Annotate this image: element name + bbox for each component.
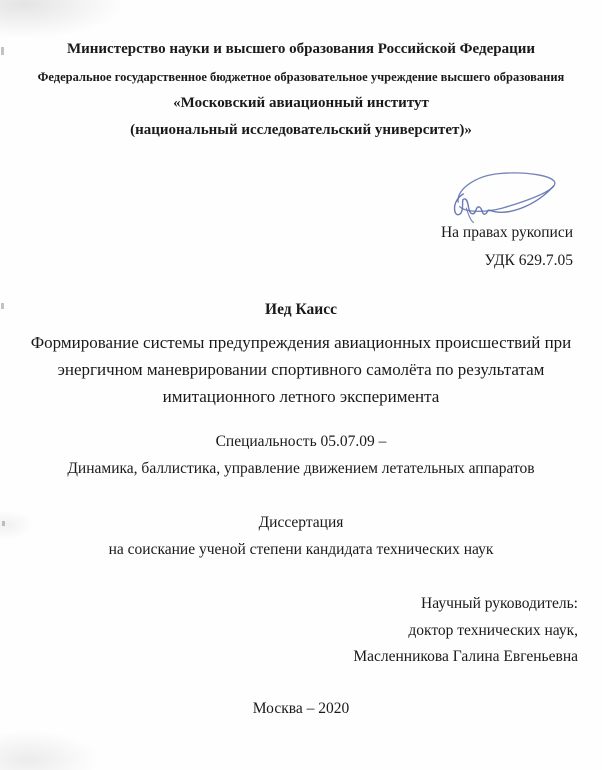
signature-stroke bbox=[455, 186, 554, 215]
degree-purpose: на соискание ученой степени кандидата технических наук bbox=[108, 541, 494, 558]
header-ministry: Министерство науки и высшего образования Российской Федерации bbox=[66, 41, 536, 57]
header-institution: Федеральное государственное бюджетное образовательное учреждение высшего образования bbox=[37, 70, 565, 84]
header-university-line-2: (национальный исследовательский университет)» bbox=[130, 122, 472, 138]
manuscript-rights-note: На правах рукописи bbox=[440, 224, 573, 241]
specialty-code: Специальность 05.07.09 – bbox=[215, 433, 387, 450]
scan-smudge-top-left bbox=[0, 0, 120, 37]
header-university-line-1: «Московский авиационный институт bbox=[173, 95, 429, 111]
signature-icon bbox=[446, 167, 566, 225]
supervisor-degree: доктор технических наук, bbox=[408, 622, 578, 639]
supervisor-label: Научный руководитель: bbox=[421, 595, 578, 612]
scan-smudge-bottom-left bbox=[0, 730, 100, 770]
author-name: Иед Каисс bbox=[265, 301, 337, 318]
dissertation-title: Формирование системы предупреждения авиационных происшествий при энергичном маневрировании спортивного самолёта по результатам имитационного летного эксперимента bbox=[30, 333, 572, 406]
supervisor-name: Масленникова Галина Евгеньевна bbox=[353, 648, 578, 665]
specialty-name: Динамика, баллистика, управление движением летательных аппаратов bbox=[67, 460, 535, 477]
city-year: Москва – 2020 bbox=[252, 700, 350, 717]
document-type: Диссертация bbox=[258, 514, 344, 531]
signature-stroke bbox=[458, 173, 555, 211]
udk-code: УДК 629.7.05 bbox=[484, 252, 573, 269]
